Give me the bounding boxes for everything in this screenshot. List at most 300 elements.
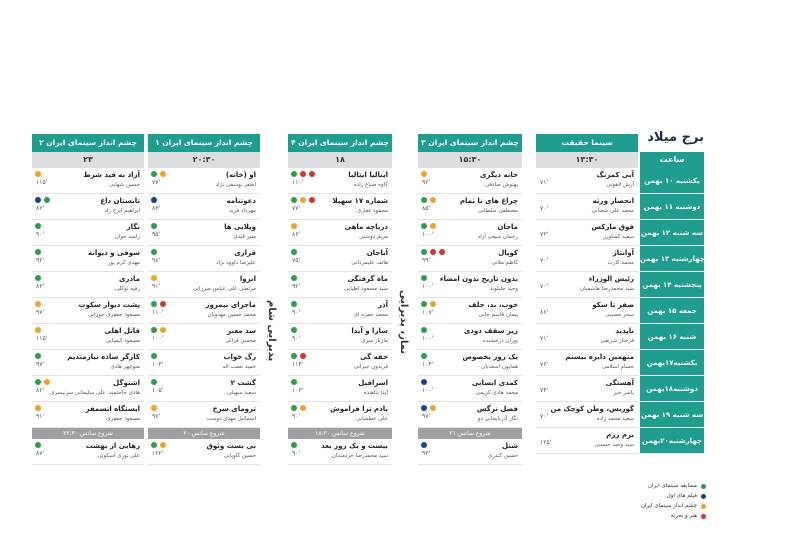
session-start-bar: شروع سانس ۱۸:۳۰: [288, 428, 392, 439]
film-length: ۷۳': [540, 231, 549, 238]
orange-dot-icon: [300, 197, 306, 203]
film-title: سد معبر: [227, 327, 256, 335]
film-cell: [288, 220, 392, 246]
film-title: انزوا: [239, 275, 256, 283]
film-cell: [288, 168, 392, 194]
vertical-label-prayer: نماز، پذیرایی: [398, 290, 409, 355]
film-director: نگار آذربایجانی دو: [477, 416, 518, 422]
day-label: دوشنبه ۱۱ بهمن: [640, 194, 704, 220]
film-cell: [288, 439, 392, 465]
film-title: انحصار ورثه: [592, 197, 634, 205]
orange-dot-icon: [160, 442, 166, 448]
film-director: هادی حاجتمند، علی سلیمانی سرنیسری: [50, 390, 140, 396]
green-dot-icon: [701, 484, 706, 489]
film-cell: [32, 439, 144, 465]
section-dots: [35, 171, 41, 177]
film-length: ۱۱۴': [292, 361, 304, 368]
section-dots: [291, 301, 297, 307]
film-title: ایتالیا ایتالیا: [348, 171, 388, 179]
film-director: یاسر خیر: [613, 390, 634, 396]
column-time: ۲۳: [32, 152, 144, 168]
film-director: علی نوری اسکویی: [97, 453, 140, 459]
green-dot-icon: [291, 327, 297, 333]
section-dots: [35, 249, 41, 255]
film-director: پیمان قاسم خانی: [478, 312, 518, 318]
green-dot-icon: [291, 249, 297, 255]
film-length: ۹۳': [422, 450, 431, 457]
film-title: ماجان: [497, 223, 518, 231]
film-title: فوق مارکس: [591, 223, 634, 231]
film-director: سید وحید حسینی: [594, 442, 634, 448]
film-title: اشنوگل: [113, 379, 140, 387]
green-dot-icon: [421, 223, 427, 229]
section-dots: [35, 275, 41, 281]
film-title: نگار: [126, 223, 140, 231]
film-length: ۹۸': [152, 257, 161, 264]
film-title: او (خانه): [225, 171, 256, 179]
legend-label: فیلم های اول: [666, 493, 697, 499]
film-cell: [418, 246, 522, 272]
section-dots: [291, 171, 315, 177]
section-dots: [151, 223, 157, 229]
green-dot-icon: [151, 223, 157, 229]
section-dots: [291, 327, 297, 333]
film-cell: [288, 324, 392, 350]
film-length: ۷۱': [540, 179, 549, 186]
film-director: مهرداد فرید: [229, 208, 256, 214]
film-cell: [148, 376, 260, 402]
green-dot-icon: [151, 442, 157, 448]
column-time: ۱۵:۳۰: [418, 152, 522, 168]
orange-dot-icon: [160, 171, 166, 177]
vertical-label-dinner: پذیرایی شام: [266, 300, 277, 362]
film-director: مسعود جعفری: [106, 416, 140, 422]
film-title: درباچه ماهی: [344, 223, 388, 231]
green-dot-icon: [35, 249, 41, 255]
film-cell: [536, 246, 638, 272]
film-cell: [418, 220, 522, 246]
film-cell: [148, 439, 260, 465]
section-dots: [291, 197, 315, 203]
section-dots: [35, 197, 50, 203]
film-director: مسعود کیمیایی: [105, 338, 140, 344]
film-cell: [288, 376, 392, 402]
section-dots: [421, 353, 427, 359]
film-length: ۱۰۴': [152, 361, 164, 368]
blue-dot-icon: [421, 405, 427, 411]
film-length: ۱۱۰': [152, 309, 164, 316]
film-length: ۷۰': [540, 413, 549, 420]
column-time: ۲۰:۳۰: [148, 152, 260, 168]
film-title: مادری: [119, 275, 140, 283]
film-director: محمد علی شعبانی: [591, 208, 634, 214]
film-cell: [148, 246, 260, 272]
film-director: محمود غفاری: [356, 208, 388, 214]
blue-dot-icon: [35, 197, 41, 203]
green-dot-icon: [35, 379, 41, 385]
section-dots: [151, 353, 157, 359]
film-length: ۹۷': [152, 413, 161, 420]
film-director: بهنوش صادقی: [484, 182, 518, 188]
film-length: ۹۷': [36, 309, 45, 316]
film-director: محسن قرائی: [225, 338, 256, 344]
blue-dot-icon: [151, 197, 157, 203]
film-cell: [288, 402, 392, 428]
film-title: قاتل اهلی: [104, 327, 140, 335]
section-dots: [291, 405, 306, 411]
film-cell: [418, 272, 522, 298]
orange-dot-icon: [430, 301, 436, 307]
film-cell: [148, 402, 260, 428]
film-length: ۱۰۰': [422, 283, 434, 290]
film-cell: [536, 376, 638, 402]
red-dot-icon: [439, 249, 445, 255]
film-cell: [536, 428, 638, 454]
film-length: ۹۲': [36, 257, 45, 264]
film-director: منیر قیدی: [233, 234, 256, 240]
film-title: یک روز بخصوص: [462, 353, 518, 361]
red-dot-icon: [160, 301, 166, 307]
film-cell: [32, 168, 144, 194]
green-dot-icon: [421, 327, 427, 333]
film-cell: [418, 439, 522, 465]
blue-dot-icon: [421, 442, 427, 448]
orange-dot-icon: [421, 171, 427, 177]
film-length: ۷۶': [540, 361, 549, 368]
film-director: مریم دوستی: [359, 234, 388, 240]
film-director: رحمان سیفی آزاد: [477, 234, 518, 240]
film-length: ۷۰': [540, 257, 549, 264]
film-title: چراغ های نا تمام: [459, 197, 518, 205]
green-dot-icon: [291, 405, 297, 411]
film-title: آبی کمرنگ: [596, 171, 634, 179]
orange-dot-icon: [300, 405, 306, 411]
green-dot-icon: [151, 171, 157, 177]
film-cell: [32, 350, 144, 376]
green-dot-icon: [421, 301, 427, 307]
orange-dot-icon: [35, 301, 41, 307]
film-length: ۸۲': [36, 387, 45, 394]
day-label: چهارشنبه۲۰بهمن: [640, 428, 704, 454]
film-title: شماره ۱۷ سهیلا: [332, 197, 388, 205]
section-dots: [151, 379, 157, 385]
film-length: ۹۱': [152, 283, 161, 290]
film-title: بادم ترا فراموش: [330, 405, 388, 413]
section-dots: [35, 223, 41, 229]
film-title: گشت ۲: [230, 379, 256, 387]
film-cell: [418, 376, 522, 402]
film-title: ماه گرفتگی: [347, 275, 388, 283]
film-length: ۸۳': [152, 205, 161, 212]
column-time: ۱۳:۳۰: [536, 152, 638, 168]
film-length: ۱۱۵': [36, 335, 48, 342]
film-director: حسام اسلامی: [601, 364, 634, 370]
film-director: کاظم ملائی: [491, 260, 518, 266]
green-dot-icon: [35, 275, 41, 281]
column-haghighat: [536, 134, 638, 454]
film-length: ۱۰۴': [422, 361, 434, 368]
film-title: دعوتنامه: [226, 197, 256, 205]
section-dots: [35, 379, 50, 385]
legend-label: مسابقه سینمای ایران: [647, 483, 697, 489]
film-title: زیر سقف دودی: [463, 327, 518, 335]
day-label: یکشنبه۱۷بهمن: [640, 350, 704, 376]
film-length: ۹۰': [292, 335, 301, 342]
green-dot-icon: [421, 353, 427, 359]
green-dot-icon: [291, 275, 297, 281]
green-dot-icon: [291, 171, 297, 177]
film-director: همایون اسعدیان: [481, 364, 518, 370]
film-length: ۸۶': [540, 309, 549, 316]
film-cell: [32, 376, 144, 402]
film-director: آرش لاهوتی: [606, 182, 634, 188]
film-cell: [418, 168, 522, 194]
column-time: ۱۸: [288, 152, 392, 168]
film-length: ۹۲': [422, 179, 431, 186]
film-title: ماجرای نیمروز: [205, 301, 256, 309]
film-length: ۱۱۵': [36, 179, 48, 186]
film-director: مهدی کرم پور: [107, 260, 140, 266]
film-director: سید محمدرضا هاشمیان: [580, 286, 634, 292]
film-director: سعید کشاورز: [603, 234, 634, 240]
section-dots: [151, 249, 157, 255]
film-length: ۸۵': [422, 205, 431, 212]
film-cell: [148, 272, 260, 298]
red-dot-icon: [300, 353, 306, 359]
film-director: محمد کارت: [607, 260, 634, 266]
green-dot-icon: [151, 249, 157, 255]
film-title: بزم رزم: [606, 431, 634, 439]
film-title: ترومای سرخ: [212, 405, 256, 413]
orange-dot-icon: [701, 504, 706, 509]
film-title: کمدی انسانی: [471, 379, 518, 387]
film-title: ویلایی ها: [224, 223, 256, 231]
section-dots: [151, 301, 166, 307]
film-cell: [288, 194, 392, 220]
film-cell: [536, 220, 638, 246]
film-director: اسمائیل مهدی دوست: [206, 416, 256, 422]
film-length: ۹۵': [152, 231, 161, 238]
red-dot-icon: [309, 171, 315, 177]
green-dot-icon: [44, 197, 50, 203]
film-length: ۹۰': [292, 450, 301, 457]
section-dots: [421, 442, 427, 448]
film-director: رامبد جوان: [114, 234, 140, 240]
film-director: اصغر یوسفی نژاد: [215, 182, 256, 188]
section-dots: [291, 249, 297, 255]
section-dots: [421, 223, 436, 229]
section-dots: [421, 171, 427, 177]
section-dots: [151, 442, 166, 448]
film-cell: [418, 324, 522, 350]
session-start-bar: شروع سانس ۲۰: [148, 428, 260, 439]
film-length: ۹۱': [36, 413, 45, 420]
green-dot-icon: [35, 442, 41, 448]
green-dot-icon: [151, 353, 157, 359]
film-director: علیرضا داوود نژاد: [216, 260, 256, 266]
film-title: تابستان داغ: [100, 197, 140, 205]
blue-dot-icon: [701, 494, 706, 499]
film-title: شنل: [502, 442, 518, 450]
film-director: فرحناز شریفی: [600, 338, 634, 344]
column-header: چشم انداز سینمای ایران ۴: [288, 134, 392, 152]
film-cell: [418, 350, 522, 376]
film-cell: [536, 194, 638, 220]
film-length: ۸۳': [36, 283, 45, 290]
film-director: مصطفی سلطانی: [477, 208, 518, 214]
film-cell: [32, 246, 144, 272]
film-length: ۱۰۵': [152, 387, 164, 394]
day-label: دوشنبه۱۸بهمن: [640, 376, 704, 402]
orange-dot-icon: [44, 379, 50, 385]
orange-dot-icon: [430, 197, 436, 203]
column-header: چشم انداز سینمای ایران ۲: [32, 134, 144, 152]
film-cell: [148, 220, 260, 246]
section-dots: [35, 442, 41, 448]
film-length: ۱۲۵': [540, 439, 552, 446]
film-cell: [288, 298, 392, 324]
green-dot-icon: [35, 223, 41, 229]
orange-dot-icon: [151, 275, 157, 281]
film-cell: [288, 350, 392, 376]
red-dot-icon: [300, 171, 306, 177]
day-column: [640, 152, 704, 454]
film-title: رگ خواب: [223, 353, 256, 361]
film-title: خانه دیگری: [479, 171, 518, 179]
column-iran-4: [288, 134, 392, 465]
column-iran-3: [418, 134, 522, 465]
film-director: آیدا پناهنده: [363, 390, 388, 396]
film-director: مرتضی علی عباس میرزایی: [192, 286, 256, 292]
film-cell: [148, 324, 260, 350]
film-cell: [148, 350, 260, 376]
film-director: فریدون جیرانی: [353, 364, 388, 370]
film-length: ۱۰۰': [422, 335, 434, 342]
film-length: ۱۱۰': [292, 179, 304, 186]
section-dots: [421, 197, 436, 203]
film-length: ۷۷': [292, 205, 301, 212]
film-title: بی بست وثوق: [206, 442, 256, 450]
green-dot-icon: [35, 353, 41, 359]
section-dots: [421, 275, 427, 281]
section-dots: [421, 327, 427, 333]
film-length: ۷۱': [540, 335, 549, 342]
section-dots: [151, 275, 157, 281]
day-column-header: ساعت: [640, 152, 704, 168]
orange-dot-icon: [160, 327, 166, 333]
film-director: رقیه توکلی: [114, 286, 140, 292]
red-dot-icon: [309, 197, 315, 203]
film-director: سعید سهیلی: [227, 390, 256, 396]
film-title: خوب، بد، جلف: [468, 301, 518, 309]
film-length: ۹۰': [36, 231, 45, 238]
film-director: سید مسعود اطیابی: [344, 286, 388, 292]
film-length: ۷۵': [292, 257, 301, 264]
film-length: ۹۷': [422, 413, 431, 420]
film-director: هاتف علیمردانی: [351, 260, 388, 266]
orange-dot-icon: [151, 405, 157, 411]
film-director: حمید نعمت اله: [222, 364, 256, 370]
film-title: رهایی از بهشت: [85, 442, 140, 450]
green-dot-icon: [151, 301, 157, 307]
film-director: کاوه صباغ زاده: [353, 182, 388, 188]
day-label: شنبه ۱۶ بهمن: [640, 324, 704, 350]
film-cell: [536, 350, 638, 376]
film-length: ۹۰': [292, 413, 301, 420]
column-iran-2: [32, 134, 144, 465]
green-dot-icon: [421, 197, 427, 203]
film-cell: [536, 324, 638, 350]
green-dot-icon: [291, 301, 297, 307]
film-length: ۱۰۳': [292, 387, 304, 394]
film-title: متهمین دایره بیستم: [565, 353, 634, 361]
film-length: ۷۰': [540, 283, 549, 290]
film-director: ابراهیم ایرج زاد: [104, 208, 140, 214]
film-title: گوربس، وطن کوچک من: [550, 405, 634, 413]
film-director: محمد هادی کریمی: [475, 390, 518, 396]
column-header: چشم انداز سینمای ایران ۱: [148, 134, 260, 152]
legend-label: چشم انداز سینمای ایران: [640, 503, 697, 509]
film-title: بیست و یک روز بعد: [321, 442, 388, 450]
film-cell: [418, 298, 522, 324]
green-dot-icon: [291, 442, 297, 448]
section-dots: [35, 301, 41, 307]
film-director: سحر مصیبی: [605, 312, 634, 318]
day-label: سه شنبه ۱۲ بهمن: [640, 220, 704, 246]
orange-dot-icon: [291, 223, 297, 229]
film-title: اسرافیل: [358, 379, 388, 387]
film-director: مازیار میری: [361, 338, 388, 344]
film-title: کارگر ساده نیازمندیم: [67, 353, 140, 361]
film-length: ۱۲۲': [152, 450, 164, 457]
film-cell: [148, 298, 260, 324]
green-dot-icon: [291, 353, 297, 359]
film-title: آزاد به قید شرط: [83, 171, 140, 179]
film-length: ۱۰۰': [422, 231, 434, 238]
session-start-bar: شروع سانس ۲۱: [418, 428, 522, 439]
section-dots: [421, 379, 427, 385]
film-title: بدون تاریخ بدون امضاء: [439, 275, 518, 283]
film-title: ایستگاه اتسمفر: [85, 405, 140, 413]
film-length: ۱۰۰': [152, 335, 164, 342]
film-director: محمد حسین مهدویان: [207, 312, 256, 318]
film-cell: [32, 272, 144, 298]
film-length: ۸۲': [36, 205, 45, 212]
orange-dot-icon: [35, 327, 41, 333]
film-length: ۸۶': [292, 231, 301, 238]
green-dot-icon: [291, 379, 297, 385]
film-director: حسین شهابی: [109, 182, 140, 188]
film-length: ۹۰': [292, 309, 301, 316]
film-title: آباجان: [366, 249, 388, 257]
orange-dot-icon: [35, 171, 41, 177]
green-dot-icon: [421, 275, 427, 281]
film-title: رئیس الوزراء: [588, 275, 634, 283]
film-title: خفه گی: [360, 353, 388, 361]
day-list: [640, 168, 704, 454]
film-title: قراری: [234, 249, 256, 257]
film-title: سارا و آیدا: [351, 327, 388, 335]
film-cell: [32, 324, 144, 350]
section-dots: [421, 249, 445, 255]
film-director: محمد حمزه ای: [353, 312, 388, 318]
legend-label: هنر و تجربه: [670, 513, 697, 519]
section-dots: [35, 327, 41, 333]
section-dots: [35, 405, 41, 411]
film-cell: [32, 220, 144, 246]
film-length: ۷۰': [540, 205, 549, 212]
film-cell: [148, 194, 260, 220]
